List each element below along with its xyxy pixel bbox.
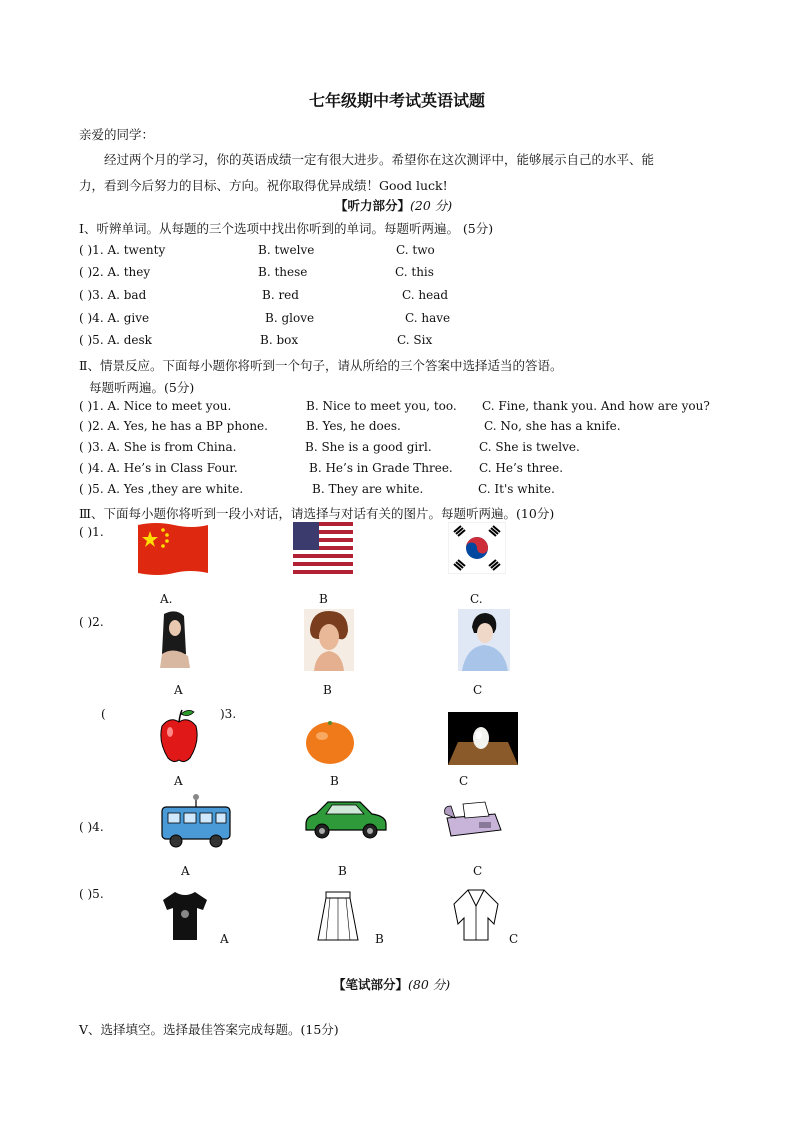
- listening-header-label: 【听力部分】: [335, 198, 411, 213]
- usa-flag-image: [293, 522, 353, 574]
- sec2-item-2-c: C. No, she has a knife.: [484, 419, 621, 433]
- sec3-q4-label-c: C: [473, 864, 483, 878]
- written-header-label: 【笔试部分】: [333, 977, 409, 992]
- intro-line-2: 力，看到今后努力的目标、方向。祝你取得优异成绩！Good luck!: [79, 178, 448, 193]
- intro-line-1: 经过两个月的学习，你的英语成绩一定有很大进步。希望你在这次测评中，能够展示自己的水平、能: [104, 152, 655, 167]
- sec3-q5-label-c: C: [509, 932, 519, 946]
- sec3-q3-label-a: A: [174, 774, 183, 788]
- sec2-item-4-c: C. He’s three.: [479, 461, 564, 475]
- section-5-heading: Ⅴ、选择填空。选择最佳答案完成每题。(15分): [79, 1022, 339, 1037]
- car-image: [302, 796, 390, 840]
- sec3-q1-number: ( )1.: [79, 525, 104, 539]
- sec3-q1-label-c: C.: [470, 592, 483, 606]
- sec1-item-5-a: ( )5. A. desk: [79, 333, 152, 347]
- section-2-heading-2: 每题听两遍。(5分): [89, 380, 195, 395]
- sec3-q3-label-c: C: [459, 774, 469, 788]
- bus-image: [158, 793, 234, 849]
- sec2-item-3-c: C. She is twelve.: [479, 440, 580, 454]
- sec3-q2-label-c: C: [473, 683, 483, 697]
- egg-image: [448, 712, 518, 765]
- sec3-q3-label-b: B: [330, 774, 339, 788]
- sec3-q4-label-b: B: [338, 864, 347, 878]
- sec1-item-4-a: ( )4. A. give: [79, 311, 150, 325]
- sec3-q5-label-a: A: [220, 932, 229, 946]
- sec3-q5-number: ( )5.: [79, 887, 104, 901]
- sec2-item-3-a: ( )3. A. She is from China.: [79, 440, 237, 454]
- section-2-heading: Ⅱ、情景反应。下面每小题你将听到一个句子，请从所给的三个答案中选择适当的答语。: [79, 358, 563, 373]
- greeting: 亲爱的同学：: [79, 127, 155, 142]
- sec2-item-3-b: B. She is a good girl.: [305, 440, 432, 454]
- sec2-item-1-b: B. Nice to meet you, too.: [306, 399, 457, 413]
- sec3-q2-number: ( )2.: [79, 615, 104, 629]
- sec1-item-2-c: C. this: [395, 265, 434, 279]
- tshirt-image: [161, 890, 209, 942]
- curly-hair-woman-image: [304, 609, 354, 671]
- section-1-heading: Ⅰ、听辨单词。从每题的三个选项中找出你听到的单词。每题听两遍。 (5分): [79, 221, 494, 236]
- sec3-q2-label-a: A: [174, 683, 183, 697]
- orange-image: [304, 716, 356, 766]
- sec1-item-2-b: B. these: [258, 265, 308, 279]
- skirt-image: [316, 890, 360, 944]
- sec1-item-4-b: B. glove: [265, 311, 315, 325]
- written-score: (80 分): [408, 977, 451, 992]
- sec1-item-3-b: B. red: [262, 288, 299, 302]
- written-header: [333, 975, 450, 993]
- sec2-item-5-a: ( )5. A. Yes ,they are white.: [79, 482, 244, 496]
- listening-score: (20 分): [410, 198, 453, 213]
- sec1-item-5-c: C. Six: [397, 333, 433, 347]
- sec1-item-1-c: C. two: [396, 243, 435, 257]
- coat-image: [450, 888, 502, 944]
- sec1-item-4-c: C. have: [405, 311, 451, 325]
- china-flag-image: [136, 521, 210, 575]
- sec3-q1-label-b: B: [319, 592, 328, 606]
- sec2-item-1-c: C. Fine, thank you. And how are you?: [482, 399, 710, 413]
- sec2-item-1-a: ( )1. A. Nice to meet you.: [79, 399, 232, 413]
- sec2-item-4-b: B. He’s in Grade Three.: [309, 461, 453, 475]
- sec3-q1-label-a: A.: [160, 592, 173, 606]
- section-3-heading: Ⅲ、下面每小题你将听到一段小对话，请选择与对话有关的图片。每题听两遍。(10分): [79, 506, 555, 521]
- sec2-item-2-b: B. Yes, he does.: [306, 419, 401, 433]
- sec3-q3-open: (: [101, 707, 106, 721]
- sec1-item-5-b: B. box: [260, 333, 299, 347]
- sec3-q4-label-a: A: [181, 864, 190, 878]
- fax-machine-image: [441, 800, 505, 840]
- sec3-q2-label-b: B: [323, 683, 332, 697]
- sec1-item-2-a: ( )2. A. they: [79, 265, 151, 279]
- sec3-q5-label-b: B: [375, 932, 384, 946]
- sec2-item-5-c: C. It's white.: [478, 482, 555, 496]
- sec1-item-1-a: ( )1. A. twenty: [79, 243, 166, 257]
- sec1-item-3-c: C. head: [402, 288, 449, 302]
- sec3-q3-number: )3.: [220, 707, 237, 721]
- page-title: 七年级期中考试英语试题: [308, 91, 485, 110]
- sec1-item-3-a: ( )3. A. bad: [79, 288, 147, 302]
- sec3-q4-number: ( )4.: [79, 820, 104, 834]
- sec1-item-1-b: B. twelve: [258, 243, 315, 257]
- korea-flag-image: [448, 522, 506, 574]
- apple-image: [158, 708, 200, 764]
- listening-header: [335, 196, 452, 214]
- short-hair-person-image: [458, 609, 510, 671]
- sec2-item-4-a: ( )4. A. He’s in Class Four.: [79, 461, 238, 475]
- sec2-item-5-b: B. They are white.: [312, 482, 424, 496]
- sec2-item-2-a: ( )2. A. Yes, he has a BP phone.: [79, 419, 268, 433]
- long-hair-woman-image: [154, 610, 194, 670]
